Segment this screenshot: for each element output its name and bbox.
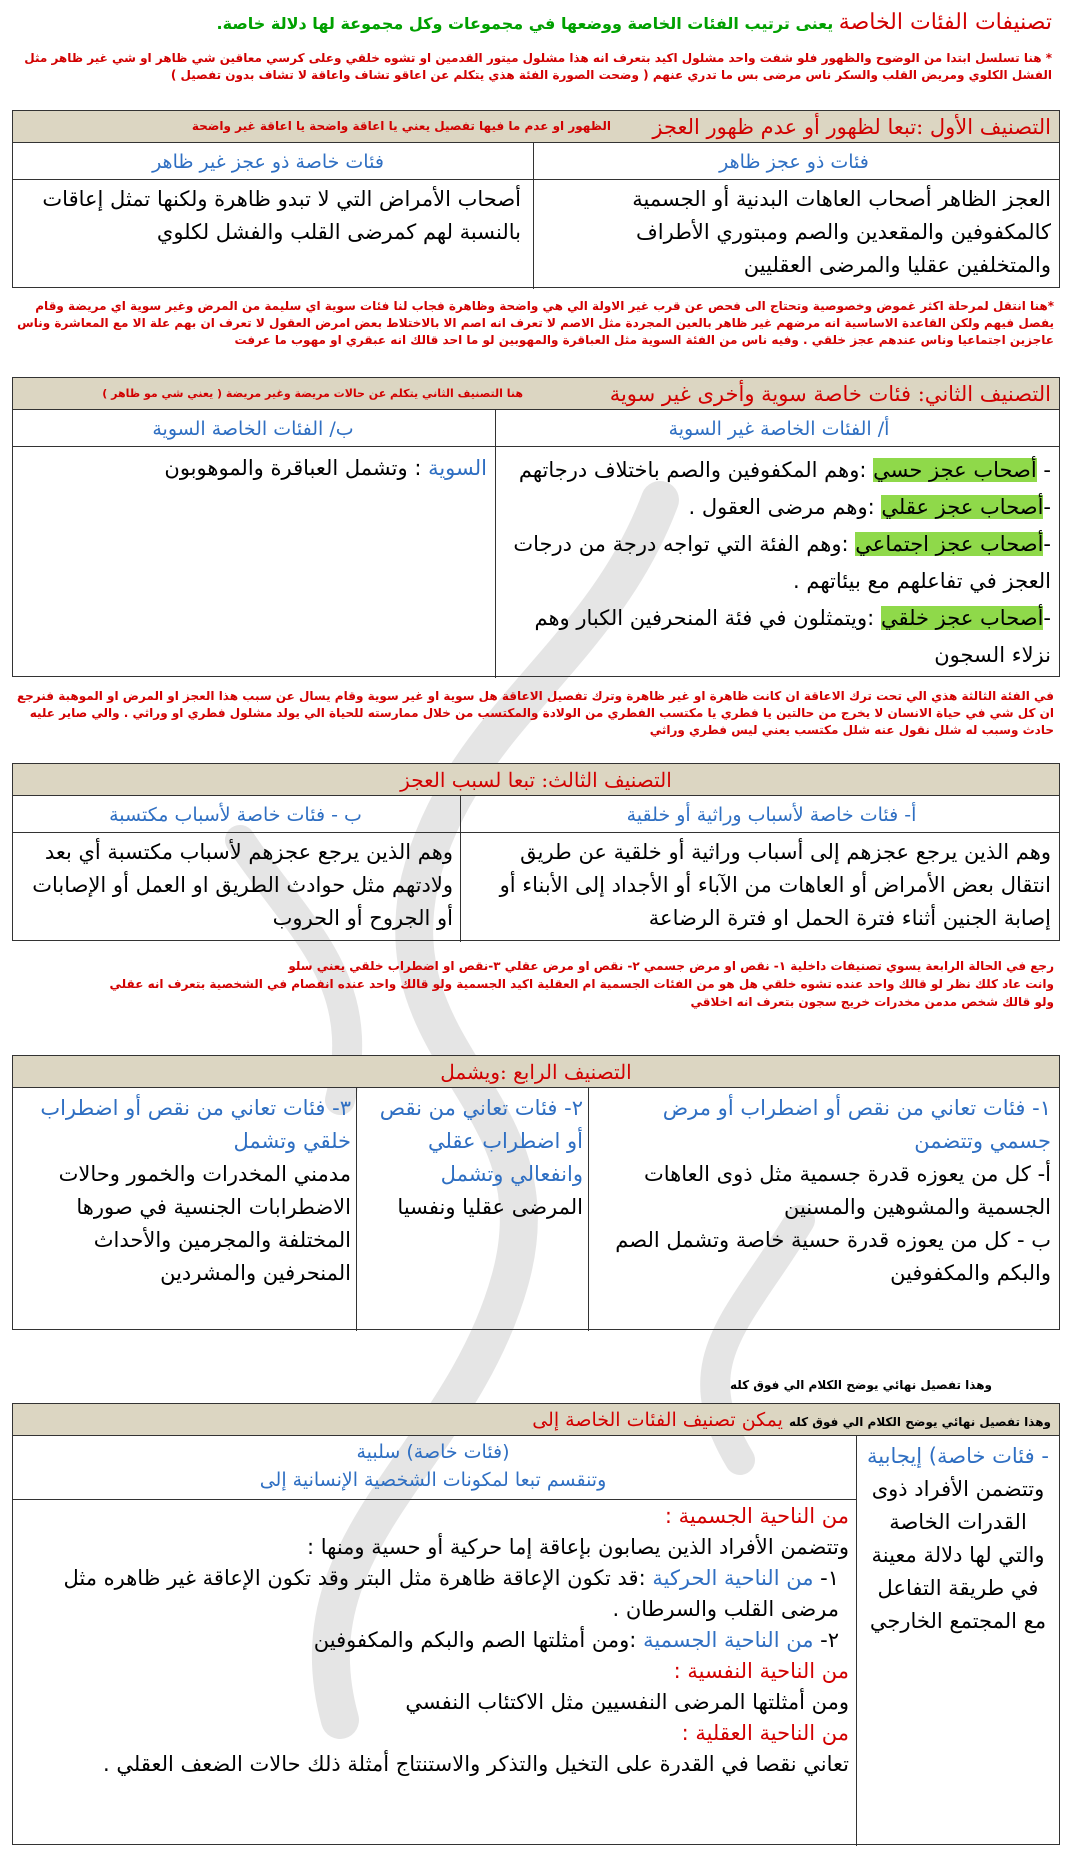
normal-label: السوية	[428, 456, 487, 480]
note4-line2: وانت عاد كلك نظر لو قالك واحد عنده تشوه خلقي هل هو من الفئات الجسمية ام العقلية اكيد الجسمية ولو قالك واحد عنده انفصام في الشخصية بتعرف انه عقلي	[109, 977, 1054, 991]
class5-col-divider	[856, 1436, 857, 1846]
class5-negative-body	[21, 1501, 849, 1780]
class3-col-acquired-body: وهم الذين يرجع عجزهم لأسباب مكتسبة أي بعد ولادتهم مثل حوادث الطريق او العمل أو الإصابات أو الجروح أو الحروب	[32, 840, 453, 930]
item-label: أصحاب عجز حسي	[873, 458, 1037, 482]
class5-header-text	[532, 1404, 1051, 1437]
physical-head: من الناحية الجسمية :	[664, 1504, 849, 1528]
class2-col-normal-head: ب/ الفئات الخاصة السوية	[152, 418, 354, 440]
class5-table	[12, 1403, 1060, 1845]
class5-divider	[13, 1499, 856, 1500]
positive-label: - فئات خاصة) إيجابية	[867, 1444, 1049, 1468]
class4-col3-head: ٣- فئات تعاني من نقص أو اضطراب خلقي وتشمل	[40, 1096, 351, 1153]
page-title	[12, 6, 1052, 41]
positive-body: وتتضمن الأفراد ذوى القدرات الخاصة والتي لها دلالة معينة في طريقة التفاعل مع المجتمع الخارجي	[869, 1477, 1047, 1633]
class2-note-intro: *هنا انتقل لمرحلة اكثر غموض وخصوصية وتحتاج الى فحص عن قرب غير الاولة الي هي واضحة وظاهرة فجاب لنا فئات سوية اي سليمة من المرض وغير سوية اي مريضة وقام يفصل فيهم ولكن القاعدة الاساسية انه مرضهم غير ظاهر بالعين المجردة مثل الاصم لا تعرف انه اصم الا بالاختلاط بعض امرض العقول لا تعرف ان بهم علة الا مع المعاشرة وناس عاجزين اجتماعيا وناس عندهم عجز خلقي . وفيه ناس من الفئة السوية مثل العباقرة والمهوبين لو ما احد قالك انه عبقري او مهوب ما عرفت	[17, 299, 1054, 347]
class4-col1	[596, 1092, 1051, 1290]
class2-note: هنا التصنيف الثاني يتكلم عن حالات مريضة وغير مريضة ( يعني شي مو ظاهر )	[102, 387, 523, 400]
class3-col-acquired-head: ب - فئات خاصة لأسباب مكتسبة	[109, 804, 362, 826]
class4-note-intro	[14, 957, 1054, 1011]
psych-head: من الناحية النفسية :	[673, 1659, 849, 1683]
class4-col2-body: المرضى عقليا ونفسيا	[397, 1195, 583, 1219]
class1-note: الظهور او عدم ما فيها تفصيل يعني يا اعاقة واضحة يا اعاقة غير واضحة	[191, 119, 611, 133]
class3-col-hereditary-head: أ- فئات خاصة لأسباب وراثية أو خلقية	[626, 804, 917, 826]
class2-abnormal-list	[506, 452, 1051, 674]
class3-col-hereditary-body: وهم الذين يرجع عجزهم إلى أسباب وراثية أو خلقية عن طريق انتقال بعض الأمراض أو العاهات من الآباء أو الأجداد إلى الأبناء أو إصابة الجنين أثناء فترة الحمل او فترة الرضاعة	[499, 840, 1051, 930]
class5-note-intro: وهذا تفصيل نهائي يوضح الكلام الي فوق كله	[729, 1378, 992, 1392]
class1-divider	[13, 179, 1059, 180]
list-item: -أصحاب عجز اجتماعي :وهم الفئة التي تواجه درجة من درجات العجز في تفاعلهم مع بيئاتهم .	[513, 532, 1051, 593]
class2-normal-body: السوية : وتشمل العباقرة والموهوبون	[164, 456, 487, 480]
class2-table	[12, 377, 1060, 677]
class3-table	[12, 763, 1060, 941]
class2-header	[13, 378, 1059, 410]
class4-col-divider-1	[588, 1088, 589, 1331]
class5-head-note: وهذا تفصيل نهائي يوضح الكلام الي فوق كله	[788, 1415, 1051, 1429]
class5-negative-head	[13, 1438, 853, 1494]
class4-header	[13, 1056, 1059, 1088]
class4-col2	[363, 1092, 583, 1224]
class4-col1-head: ١- فئات تعاني من نقص أو اضطراب أو مرض جسمي وتتضمن	[662, 1096, 1051, 1153]
motor-item: ١- من الناحية الحركية :قد تكون الإعاقة ظاهرة مثل البتر وقد تكون الإعاقة غير ظاهره مثل مرضى القلب والسرطان .	[63, 1566, 839, 1621]
class1-title: التصنيف الأول :تبعا لظهور أو عدم ظهور العجز	[652, 115, 1051, 139]
class4-col-divider-2	[356, 1088, 357, 1331]
class3-note-intro: في الفئة الثالثة هذي الي تحت ترك الاعاقة ان كانت ظاهرة او غير ظاهرة وترك تفصيل الاعاقة هل سوية او غير سوية وقام يسال عن سبب هذا العجز او المرض او الموهبة فنرجع ان كل شي في حياة الانسان لا يخرج من حالتين يا فطري يا مكتسب الفطري من الولادة والمكتسب من خلال ممارسته للحياة الي يولد مشلول فطري او وراثي . والي صاير عليه حادث وسبب له شلل نقول عنه شلل مكتسب يعني ليس فطري وراثي	[16, 689, 1054, 737]
class3-header	[13, 764, 1059, 796]
list-item: -أصحاب عجز خلقي :ويتمثلون في فئة المنحرفين الكبار وهم نزلاء السجون	[534, 606, 1051, 667]
class1-col-visible-body: العجز الظاهر أصحاب العاهات البدنية أو الجسمية كالمكفوفين والمقعدين والصم ومبتوري الأطراف والمتخلفين عقليا والمرضى العقليين	[632, 187, 1051, 277]
class2-title: التصنيف الثاني: فئات خاصة سوية وأخرى غير سوية	[609, 382, 1051, 406]
class4-col3	[21, 1092, 351, 1290]
class4-col3-body: مدمني المخدرات والخمور وحالات الاضطرابات الجنسية في صورها المختلفة والمجرمين والأحداث المنحرفين والمشردين	[58, 1162, 351, 1285]
physical-intro: وتتضمن الأفراد الذين يصابون بإعاقة إما حركية أو حسية ومنها :	[307, 1535, 849, 1559]
class1-col-hidden-head: فئات خاصة ذو عجز غير ظاهر	[152, 151, 384, 173]
class4-table	[12, 1055, 1060, 1330]
note4-line1: رجع في الحالة الرابعة يسوي تصنيفات داخلية ١- نقص او مرض جسمي ٢- نقص او مرض عقلي ٣-نقص او اضطراب خلقي يعني سلو	[288, 959, 1054, 973]
class1-header	[13, 111, 1059, 143]
class2-col-divider	[495, 410, 496, 678]
psych-text: ومن أمثلتها المرضى النفسيين مثل الاكتئاب النفسي	[405, 1690, 849, 1714]
class4-col1-body-b: ب - كل من يعوزه قدرة حسية خاصة وتشمل الصم والبكم والمكفوفين	[615, 1228, 1051, 1285]
mental-text: تعاني نقصا في القدرة على التخيل والتذكر والاستنتاج أمثلة ذلك حالات الضعف العقلي .	[103, 1752, 849, 1776]
class3-col-divider	[460, 796, 461, 942]
motor-label: من الناحية الحركية	[652, 1566, 814, 1590]
class4-col1-body-a: أ- كل من يعوزه قدرة جسمية مثل ذوى العاهات الجسمية والمشوهين والمسنين	[644, 1162, 1051, 1219]
class5-positive	[863, 1440, 1053, 1638]
list-item: - أصحاب عجز حسي :وهم المكفوفين والصم باختلاف درجاتهم	[518, 458, 1051, 482]
class1-col-divider	[533, 143, 534, 289]
class3-divider	[13, 832, 1059, 833]
class5-title: يمكن تصنيف الفئات الخاصة إلى	[532, 1409, 789, 1431]
negative-sub: وتنقسم تبعا لمكونات الشخصية الإنسانية إلى	[259, 1469, 607, 1491]
intro-note: * هنا تسلسل ابتدا من الوضوح والظهور فلو شفت واحد مشلول اكيد بتعرف انه هذا مشلول ميتور القدمين او تشوه خلقي وعلى كرسي معاقين شي ظاهر او شي غير ظاهر مثل الفشل الكلوي ومريض القلب والسكر ناس مرضى بس ما تدري عنهم ( وضحت الصورة الفئة هذي يتكلم عن اعاقو تشاف واعاقة لا تشاف بدون تفصيل )	[24, 51, 1052, 82]
class2-divider	[13, 446, 1059, 447]
mental-head: من الناحية العقلية :	[681, 1721, 849, 1745]
item-label: أصحاب عجز اجتماعي	[855, 532, 1044, 556]
negative-label: (فئات خاصة) سلبية	[356, 1441, 510, 1463]
sensory-label: من الناحية الجسمية	[643, 1628, 814, 1652]
class3-title: التصنيف الثالث: تبعا لسبب العجز	[400, 768, 672, 792]
class1-col-visible-head: فئات ذو عجز ظاهر	[719, 151, 869, 173]
item-label: أصحاب عجز خلقي	[880, 606, 1044, 630]
class5-header	[13, 1404, 1059, 1436]
sensory-item: ٢- من الناحية الجسمية :ومن أمثلتها الصم والبكم والمكفوفين	[313, 1628, 839, 1652]
page-title-main: تصنيفات الفئات الخاصة	[838, 10, 1052, 35]
class2-col-abnormal-head: أ/ الفئات الخاصة غير السوية	[668, 418, 890, 440]
class1-table	[12, 110, 1060, 288]
note4-line3: ولو قالك شخص مدمن مخدرات خريج سجون بتعرف انه اخلاقي	[690, 995, 1054, 1009]
class1-col-hidden-body: أصحاب الأمراض التي لا تبدو ظاهرة ولكنها تمثل إعاقات بالنسبة لهم كمرضى القلب والفشل لكلوي	[42, 187, 521, 244]
page-title-sub: يعنى ترتيب الفئات الخاصة ووضعها في مجموعات وكل مجموعة لها دلالة خاصة.	[216, 14, 839, 33]
list-item: -أصحاب عجز عقلي :وهم مرضى العقول .	[688, 495, 1051, 519]
class4-title: التصنيف الرابع :ويشمل	[440, 1060, 632, 1084]
item-label: أصحاب عجز عقلي	[881, 495, 1044, 519]
class4-col2-head: ٢- فئات تعاني من نقص أو اضطراب عقلي وانفعالي وتشمل	[379, 1096, 583, 1186]
